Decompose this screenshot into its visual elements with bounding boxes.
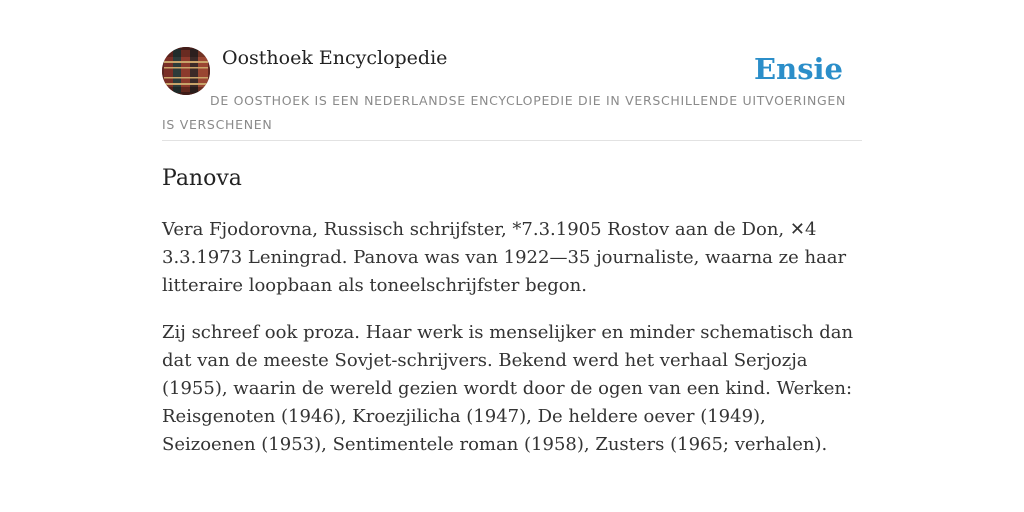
article-paragraph: Vera Fjodorovna, Russisch schrijfster, *7.3.1905 Rostov aan de Don, ✕4 3.3.1973 Leningrad. Panova was van 1922—35 journaliste, waarna ze haar litteraire loopbaan als toneelschrijfster begon. bbox=[162, 219, 847, 296]
site-name[interactable]: Oosthoek Encyclopedie bbox=[222, 47, 448, 69]
site-avatar[interactable] bbox=[162, 47, 210, 95]
site-tagline: DE OOSTHOEK IS EEN NEDERLANDSE ENCYCLOPEDIE DIE IN VERSCHILLENDE UITVOERINGEN IS VERSCHENEN bbox=[162, 93, 847, 132]
article-body bbox=[162, 216, 862, 478]
book-spines-icon bbox=[162, 47, 210, 95]
site-header bbox=[162, 46, 862, 141]
brand-logo[interactable]: Ensie bbox=[754, 52, 843, 86]
article-title: Panova bbox=[162, 166, 242, 191]
article-paragraph: Zij schreef ook proza. Haar werk is menselijker en minder schematisch dan dat van de meeste Sovjet-schrijvers. Bekend werd het verhaal Serjozja (1955), waarin de wereld gezien wordt door de ogen van een kind. Werken: Reisgenoten (1946), Kroezjilicha (1947), De heldere oever (1949), Seizoenen (1953), Sentimentele roman (1958), Zusters (1965; verhalen). bbox=[162, 322, 854, 455]
